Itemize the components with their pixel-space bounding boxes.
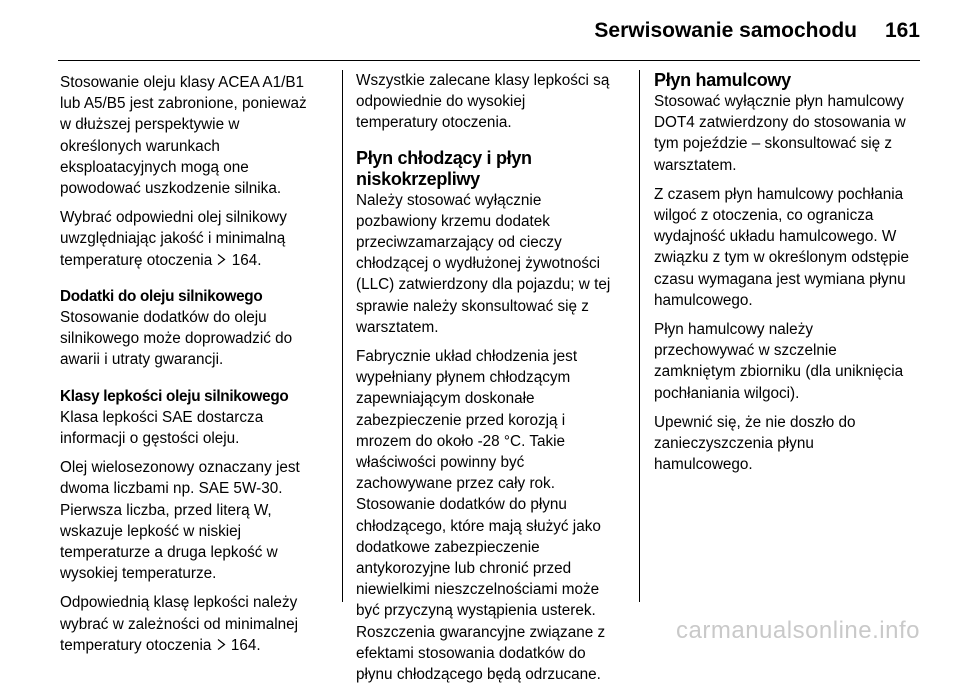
heading-coolant: Płyn chłodzący i płyn niskokrzepliwy [356,147,532,189]
paragraph-brake-dot4: Stosować wyłącznie płyn hamulcowy DOT4 zatwierdzony do stosowania w tym pojeździe – skonsultować się z warsztatem. [654,93,906,174]
paragraph-acea-warning: Stosowanie oleju klasy ACEA A1/B1 lub A5/B5 jest zabronione, ponieważ w dłuższej perspektywie w określonych warunkach eksploatacyjnych mogą one powodować uszkodzenie silnika. [60,74,307,198]
column-2 [356,70,628,693]
paragraph-coolant-factory: Fabrycznie układ chłodzenia jest wypełniany płynem chłodzącym zapewniającym doskonałe zabezpieczenie przed korozją i mrozem do około -28 °C. Takie właściwości powinny być zachowywane przez cały rok. Stosowanie dodatków do płynu chłodzącego, które mają służyć jako dodatkowe zabezpieczenie antykorozyjne lub chronić przed niewielkimi nieszczelnościami może być przyczyną wystąpienia usterek. Roszczenia gwarancyjne związane z efektami stosowania dodatków do płynu chłodzącego będą odrzucane. [356,348,606,684]
paragraph-text: Odpowiednią klasę lepkości należy wybrać w zależności od minimalnej temperatury otoczenia [60,594,299,654]
paragraph-viscosity-suitable: Wszystkie zalecane klasy lepkości są odpowiednie do wysokiej temperatury otoczenia. [356,72,610,132]
page-number: 161 [884,19,920,42]
paragraph-brake-storage: Płyn hamulcowy należy przechowywać w szczelnie zamkniętym zbiorniku (dla uniknięcia pochłaniania wilgoci). [654,321,904,402]
heading-oil-additives: Dodatki do oleju silnikowego [60,287,263,305]
page-reference-arrow-icon [216,252,227,269]
paragraph-additives: Stosowanie dodatków do oleju silnikowego może doprowadzić do awarii i utraty gwarancji. [60,309,293,369]
heading-brake-fluid: Płyn hamulcowy [654,70,791,90]
page-reference-arrow-icon [216,637,227,654]
paragraph-select-viscosity [60,592,330,656]
page-reference-link[interactable]: 164. [230,636,261,654]
paragraph-multigrade: Olej wielosezonowy oznaczany jest dwoma liczbami np. SAE 5W-30. Pierwsza liczba, przed literą W, wskazuje lepkość w niskiej temperaturze a druga lepkość w wysokiej temperaturze. [60,459,300,583]
paragraph-select-oil [60,207,330,271]
paragraph-brake-contamination: Upewnić się, że nie doszło do zanieczyszczenia płynu hamulcowego. [654,413,856,474]
paragraph-coolant-usage: Należy stosować wyłącznie pozbawiony krzemu dodatek przeciwzamarzający od cieczy chłodzącej o wydłużonej żywotności (LLC) zatwierdzony dla pojazdu; w tej sprawie należy skonsultować się z warsztatem. [356,191,611,336]
watermark: carmanualsonline.info [676,617,920,644]
paragraph-brake-moisture: Z czasem płyn hamulcowy pochłania wilgoć z otoczenia, co ogranicza wydajność układu hamulcowego. W związku z tym w określonym odstępie czasu wymagana jest wymiana płynu hamulcowego. [654,185,910,309]
header-divider [58,60,920,61]
column-divider [639,70,640,602]
heading-viscosity-classes: Klasy lepkości oleju silnikowego [60,387,289,405]
column-3 [654,70,926,483]
page-title: Serwisowanie samochodu [594,19,857,42]
paragraph-text: Wybrać odpowiedni olej silnikowy uwzględniając jakość i minimalną temperaturę otoczenia [60,209,287,269]
column-divider [342,70,343,602]
paragraph-sae-class: Klasa lepkości SAE dostarcza informacji o gęstości oleju. [60,408,264,448]
page-reference-link[interactable]: 164. [231,251,262,269]
column-1 [60,72,330,664]
